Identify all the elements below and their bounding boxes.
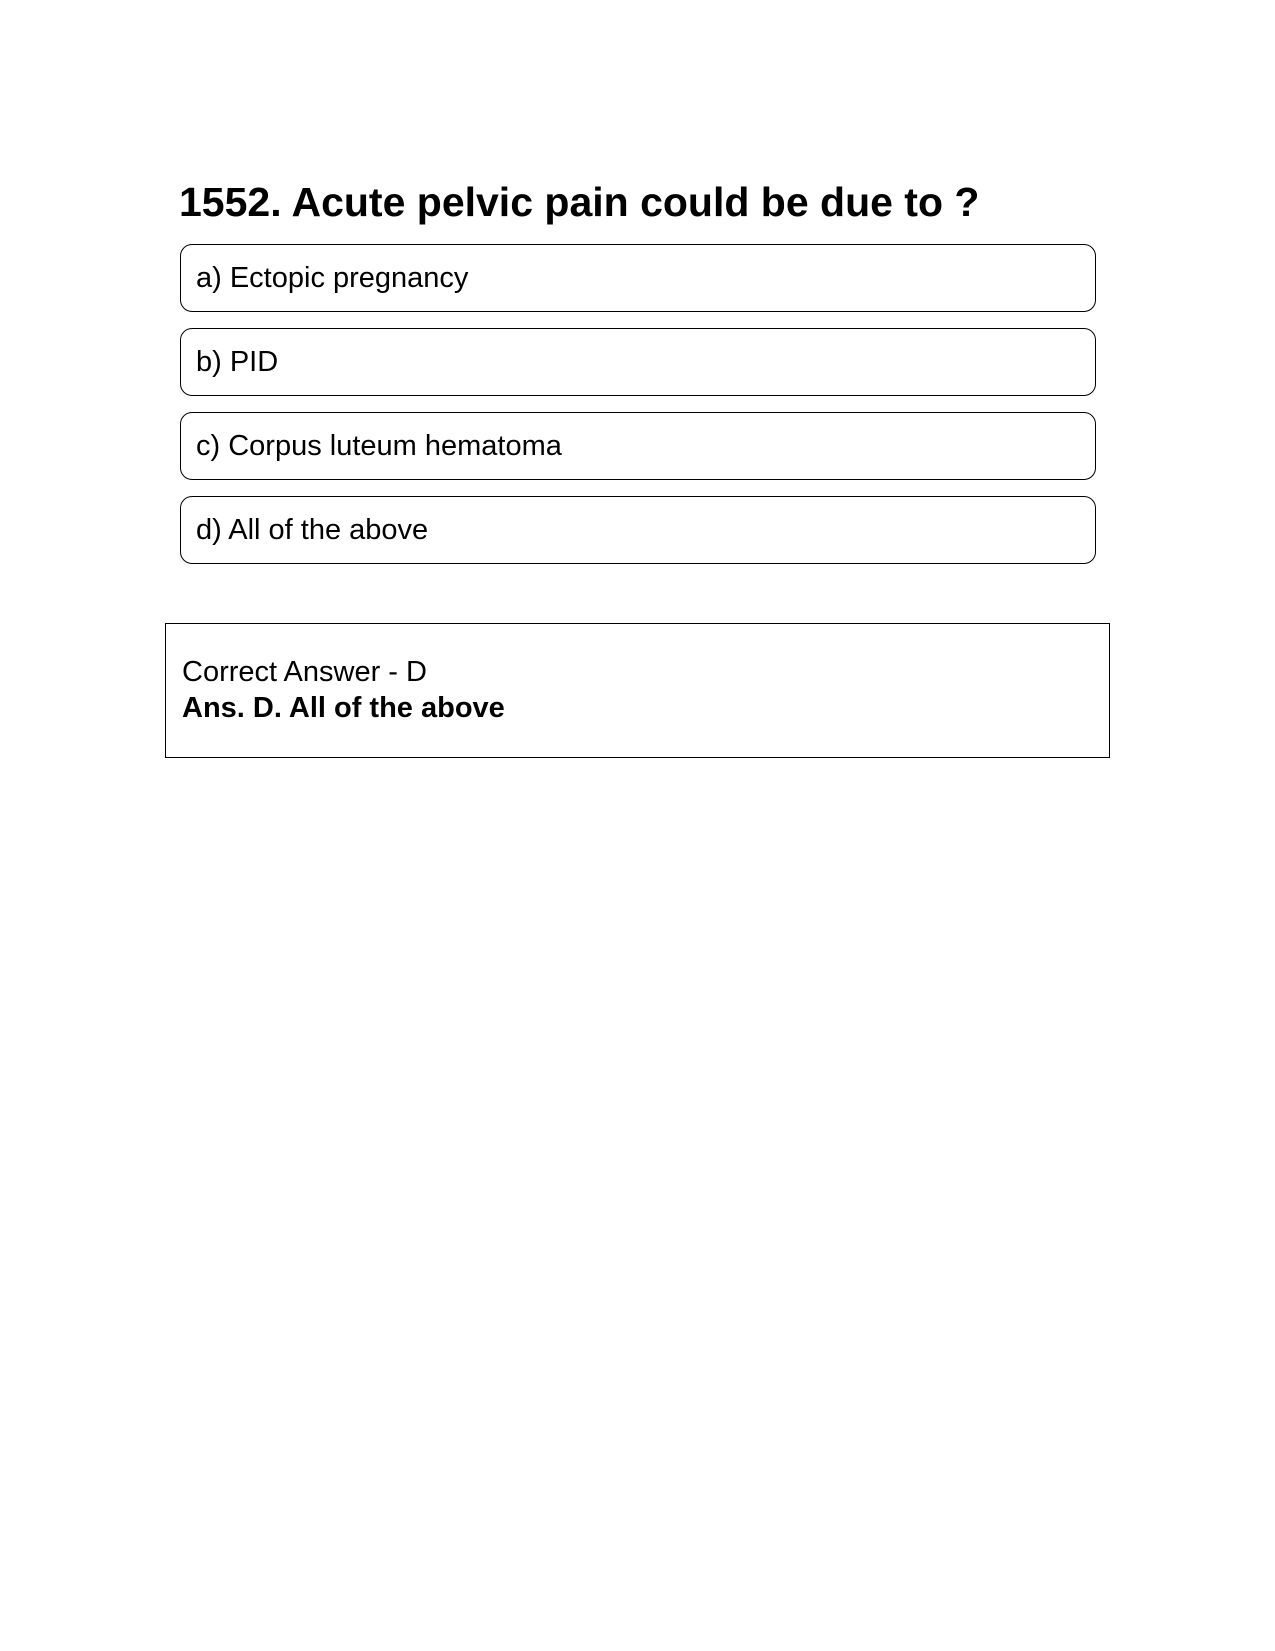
option-b[interactable]: b) PID	[180, 328, 1096, 396]
question-title: 1552. Acute pelvic pain could be due to ?	[179, 179, 980, 225]
correct-answer-text: Correct Answer - D	[182, 656, 427, 688]
options-list	[180, 244, 1096, 580]
option-a[interactable]: a) Ectopic pregnancy	[180, 244, 1096, 312]
answer-explanation: Ans. D. All of the above	[182, 692, 505, 724]
answer-box	[165, 623, 1110, 758]
option-c[interactable]: c) Corpus luteum hematoma	[180, 412, 1096, 480]
option-d[interactable]: d) All of the above	[180, 496, 1096, 564]
